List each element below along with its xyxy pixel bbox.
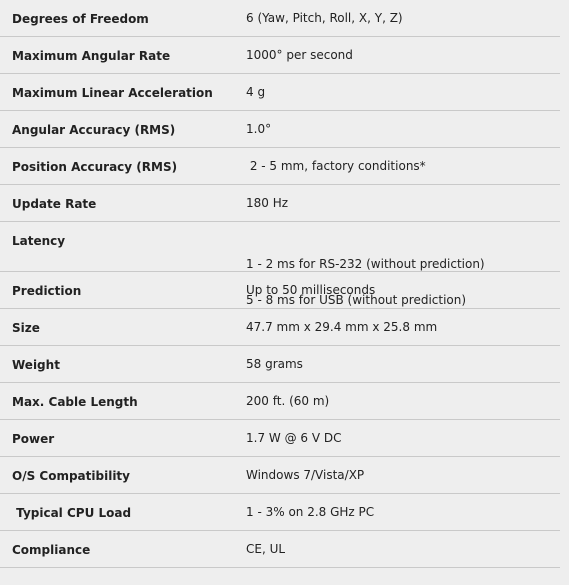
spec-value-line: 1 - 3% on 2.8 GHz PC <box>246 505 375 519</box>
spec-value <box>246 0 560 36</box>
spec-value <box>246 346 560 382</box>
spec-value-line: 180 Hz <box>246 196 289 210</box>
spec-value <box>246 272 560 308</box>
spec-row-size <box>0 309 560 346</box>
spec-label: Latency <box>12 234 66 248</box>
spec-label: Power <box>12 432 55 446</box>
spec-row-os-compatibility <box>0 457 560 494</box>
spec-label: Position Accuracy (RMS) <box>12 160 178 174</box>
spec-row-max-cable-length <box>0 383 560 420</box>
spec-value <box>246 309 560 345</box>
spec-value-line: 1.7 W @ 6 V DC <box>246 431 342 445</box>
spec-value-line: 1000° per second <box>246 48 353 62</box>
spec-value-line: 47.7 mm x 29.4 mm x 25.8 mm <box>246 320 438 334</box>
spec-value-line: 200 ft. (60 m) <box>246 394 330 408</box>
spec-value-line: 2 - 5 mm, factory conditions* <box>246 159 426 173</box>
spec-value <box>246 185 560 221</box>
spec-value <box>246 531 560 567</box>
spec-value-line: 4 g <box>246 85 266 99</box>
spec-value <box>246 420 560 456</box>
spec-value <box>246 148 560 184</box>
spec-row-weight <box>0 346 560 383</box>
spec-label: Prediction <box>12 284 82 298</box>
spec-label: Max. Cable Length <box>12 395 138 409</box>
spec-value <box>246 111 560 147</box>
spec-row-prediction <box>0 272 560 309</box>
spec-row-angular-accuracy <box>0 111 560 148</box>
spec-row-typical-cpu-load <box>0 494 560 531</box>
spec-label: O/S Compatibility <box>12 469 130 483</box>
spec-label: Angular Accuracy (RMS) <box>12 123 176 137</box>
spec-value-line: Up to 50 milliseconds <box>246 283 376 297</box>
spec-label: Compliance <box>12 543 91 557</box>
spec-value <box>246 457 560 493</box>
spec-label: Weight <box>12 358 60 372</box>
spec-label: Maximum Angular Rate <box>12 49 171 63</box>
spec-label: Maximum Linear Acceleration <box>12 86 213 100</box>
spec-row-degrees-of-freedom <box>0 0 560 37</box>
spec-label: Degrees of Freedom <box>12 12 149 26</box>
spec-row-position-accuracy <box>0 148 560 185</box>
spec-value <box>246 37 560 73</box>
spec-row-update-rate <box>0 185 560 222</box>
spec-row-power <box>0 420 560 457</box>
spec-label: Typical CPU Load <box>12 506 132 520</box>
spec-label: Size <box>12 321 40 335</box>
spec-row-compliance <box>0 531 560 568</box>
spec-label: Update Rate <box>12 197 97 211</box>
spec-value-line: 1 - 2 ms for RS-232 (without prediction) <box>246 257 485 271</box>
spec-value-line: 1.0° <box>246 122 272 136</box>
spec-value <box>246 74 560 110</box>
spec-row-max-angular-rate <box>0 37 560 74</box>
spec-value-line: Windows 7/Vista/XP <box>246 468 365 482</box>
spec-value <box>246 494 560 530</box>
spec-value-line: CE, UL <box>246 542 286 556</box>
spec-value-line: 6 (Yaw, Pitch, Roll, X, Y, Z) <box>246 11 403 25</box>
spec-value-line: 58 grams <box>246 357 303 371</box>
spec-value <box>246 383 560 419</box>
spec-row-max-linear-acceleration <box>0 74 560 111</box>
spec-value-line: 5 - 8 ms for USB (without prediction) <box>246 293 467 307</box>
